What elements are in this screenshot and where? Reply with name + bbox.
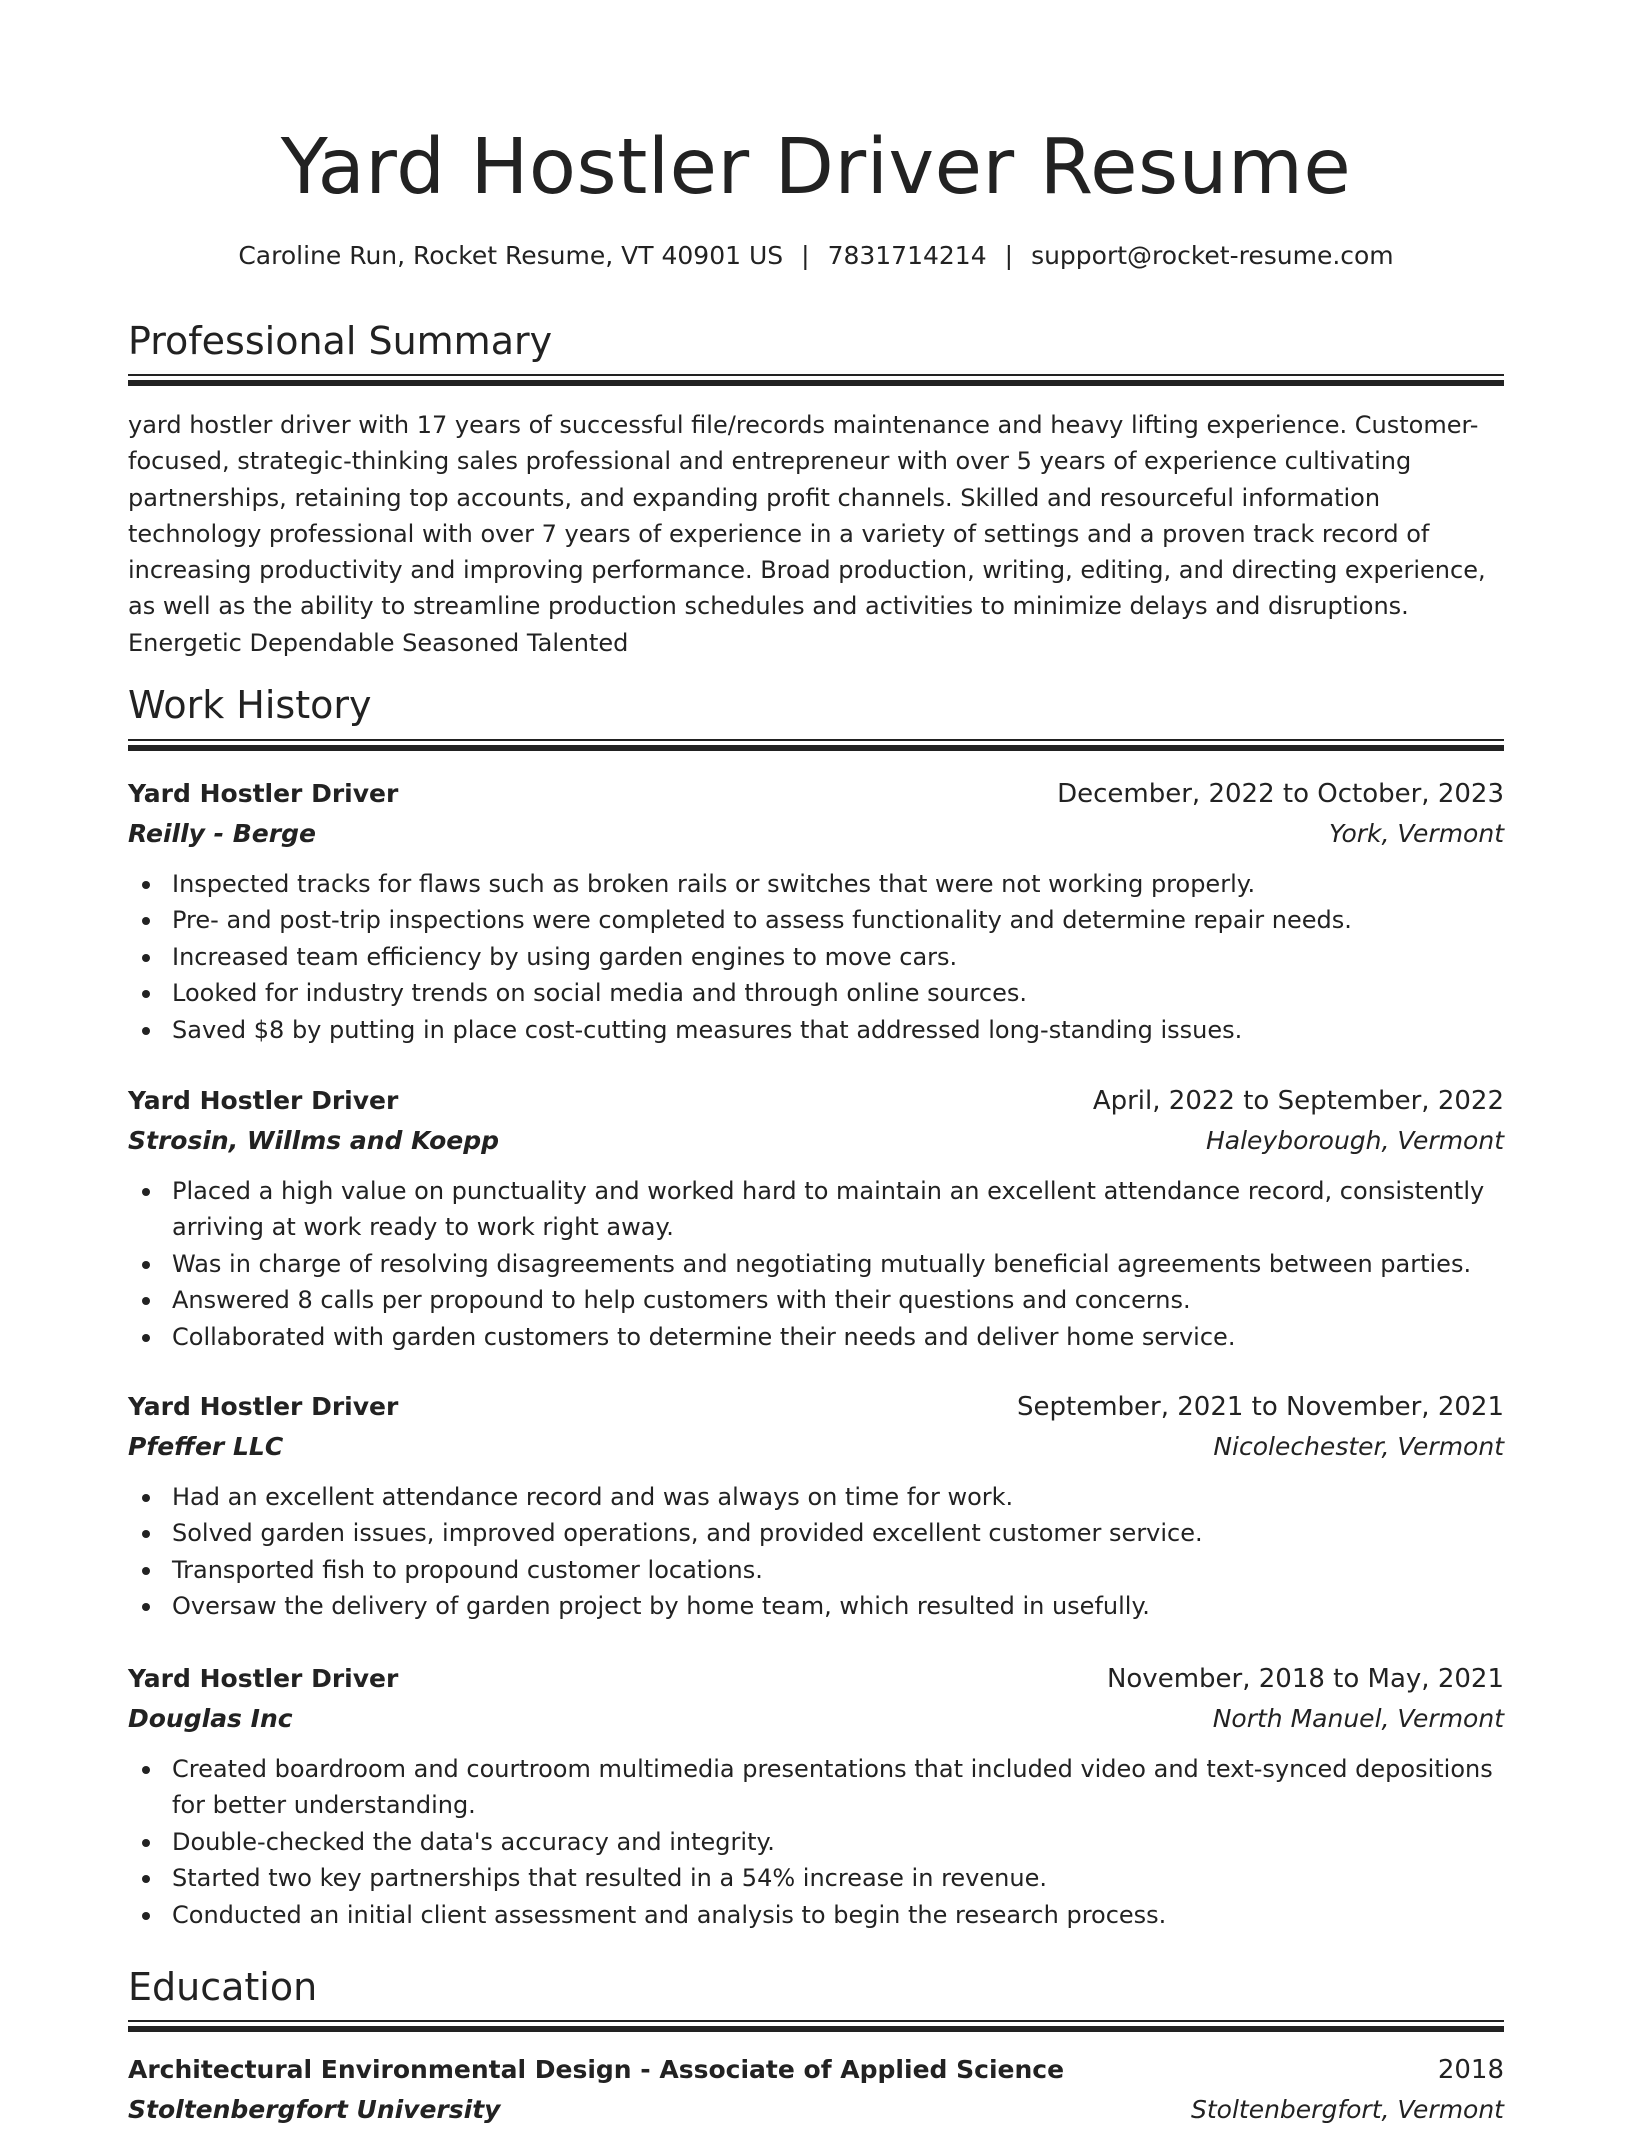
job-bullet: Transported fish to propound customer locations.	[172, 1552, 1504, 1588]
job-bullet: Placed a high value on punctuality and worked hard to maintain an excellent attendance record, consistently arriving at work ready to work right away.	[172, 1173, 1504, 1246]
job-bullet: Saved $8 by putting in place cost-cutting measures that addressed long-standing issues.	[172, 1012, 1504, 1048]
job-bullet-list	[128, 1173, 1504, 1355]
job-company: Douglas Inc	[128, 1704, 293, 1733]
summary-text: yard hostler driver with 17 years of successful file/records maintenance and heavy lifting experience. Customer-focused, strategic-thinking sales professional and entrepreneur with over 5 years of experience cultivating partnerships, retaining top accounts, and expanding profit channels. Skilled and resourceful information technology professional with over 7 years of experience in a variety of settings and a proven track record of increasing productivity and improving performance. Broad production, writing, editing, and directing experience, as well as the ability to streamline production schedules and activities to minimize delays and disruptions. Energetic Dependable Seasoned Talented	[128, 411, 1486, 657]
education-location: Stoltenbergfort, Vermont	[1190, 2095, 1504, 2124]
job-bullet: Had an excellent attendance record and was always on time for work.	[172, 1479, 1504, 1515]
job-bullet: Inspected tracks for flaws such as broken rails or switches that were not working properly.	[172, 866, 1504, 902]
job-dates: December, 2022 to October, 2023	[1057, 779, 1504, 809]
education-entry	[128, 2050, 1504, 2130]
job-dates: November, 2018 to May, 2021	[1106, 1664, 1504, 1694]
section-heading-summary: Professional Summary	[128, 319, 553, 363]
job-bullet: Solved garden issues, improved operations, and provided excellent customer service.	[172, 1515, 1504, 1551]
contact-phone: 7831714214	[827, 241, 987, 270]
job-bullet-list	[128, 1479, 1504, 1625]
section-divider	[128, 2020, 1504, 2032]
job-bullet: Collaborated with garden customers to determine their needs and deliver home service.	[172, 1319, 1504, 1355]
job-bullet: Answered 8 calls per propound to help customers with their questions and concerns.	[172, 1282, 1504, 1318]
job-entry	[128, 1659, 1504, 1933]
job-title: Yard Hostler Driver	[128, 1664, 399, 1693]
education-year: 2018	[1437, 2055, 1504, 2085]
job-entry	[128, 774, 1504, 1048]
job-company: Pfeffer LLC	[128, 1432, 284, 1461]
job-bullet: Double-checked the data's accuracy and integrity.	[172, 1824, 1504, 1860]
job-bullet-list	[128, 1751, 1504, 1933]
section-divider	[128, 739, 1504, 751]
job-company: Strosin, Willms and Koepp	[128, 1126, 500, 1155]
job-title: Yard Hostler Driver	[128, 779, 399, 808]
job-dates: April, 2022 to September, 2022	[1092, 1086, 1504, 1116]
job-bullet: Conducted an initial client assessment and analysis to begin the research process.	[172, 1897, 1504, 1933]
job-location: York, Vermont	[1328, 819, 1504, 848]
section-divider	[128, 374, 1504, 386]
job-location: Haleyborough, Vermont	[1205, 1126, 1504, 1155]
job-bullet: Increased team efficiency by using garden engines to move cars.	[172, 939, 1504, 975]
contact-line	[128, 238, 1504, 274]
job-bullet: Created boardroom and courtroom multimedia presentations that included video and text-synced depositions for better understanding.	[172, 1751, 1504, 1824]
job-location: North Manuel, Vermont	[1212, 1704, 1504, 1733]
job-location: Nicolechester, Vermont	[1213, 1432, 1504, 1461]
resume-title: Yard Hostler Driver Resume	[280, 123, 1352, 212]
job-bullet-list	[128, 866, 1504, 1048]
education-degree: Architectural Environmental Design - Associate of Applied Science	[128, 2055, 1065, 2084]
job-bullet: Oversaw the delivery of garden project by home team, which resulted in usefully.	[172, 1588, 1504, 1624]
job-bullet: Looked for industry trends on social media and through online sources.	[172, 975, 1504, 1011]
job-title: Yard Hostler Driver	[128, 1392, 399, 1421]
job-dates: September, 2021 to November, 2021	[1017, 1392, 1504, 1422]
contact-separator: |	[801, 241, 810, 270]
job-bullet: Pre- and post-trip inspections were completed to assess functionality and determine repair needs.	[172, 902, 1504, 938]
job-entry	[128, 1387, 1504, 1625]
contact-email: support@rocket-resume.com	[1031, 241, 1394, 270]
section-heading-work: Work History	[128, 683, 372, 727]
education-school: Stoltenbergfort University	[128, 2095, 501, 2124]
job-bullet: Started two key partnerships that resulted in a 54% increase in revenue.	[172, 1860, 1504, 1896]
section-heading-education: Education	[128, 1965, 318, 2009]
job-bullet: Was in charge of resolving disagreements and negotiating mutually beneficial agreements between parties.	[172, 1246, 1504, 1282]
contact-separator: |	[1004, 241, 1014, 270]
job-entry	[128, 1081, 1504, 1355]
contact-address: Caroline Run, Rocket Resume, VT 40901 US	[238, 241, 784, 270]
job-title: Yard Hostler Driver	[128, 1086, 399, 1115]
job-company: Reilly - Berge	[128, 819, 316, 848]
